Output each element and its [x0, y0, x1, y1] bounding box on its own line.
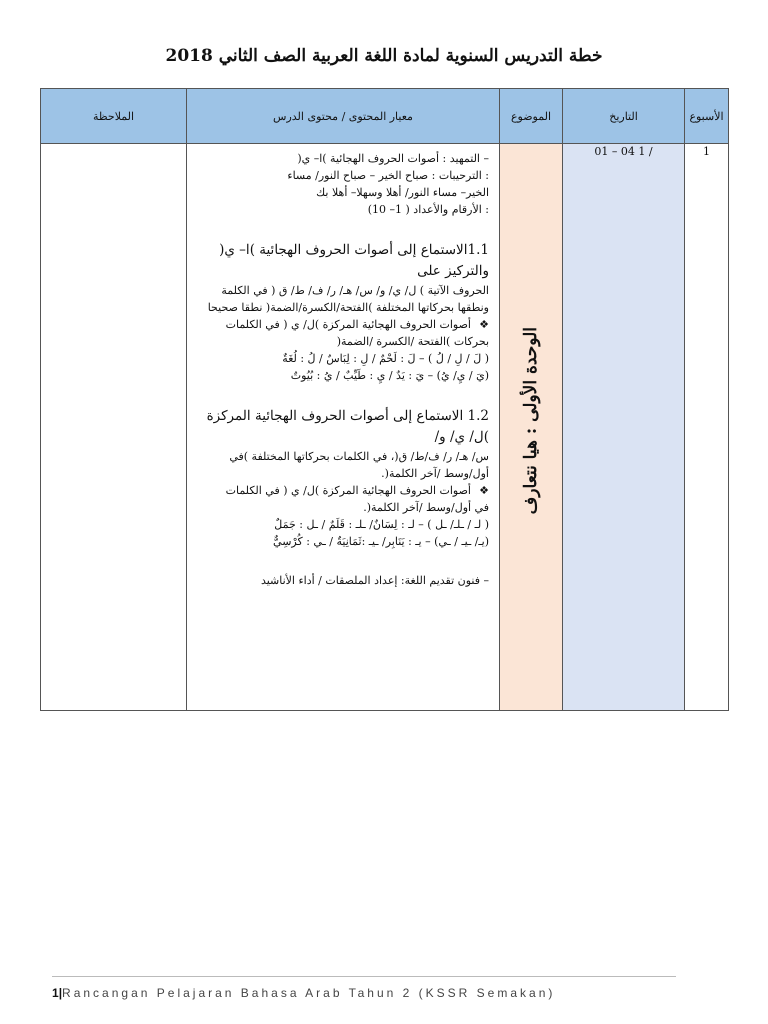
intro-line: – التمهيد : أصوات الحروف الهجائية )ا– ي(: [297, 152, 489, 165]
footer-divider: [52, 976, 676, 977]
topic-text: الوحدة الأولى : هيا نتعارف: [521, 327, 541, 515]
bullet-continuation: بحركات )الفتحة /الكسرة /الضمة(: [336, 335, 489, 349]
example-line: ( لَ / لِ / لُ ) – لَ : لَحْمٌ / لِ : لِبَاسٌ / لُ : لُغَةٌ: [282, 352, 489, 366]
example-line: (يَ / يِ/ يُ) – يَ : يَدٌ / يِ : طَيِّبٌ / يُ : بُيُوتٌ: [290, 369, 489, 383]
bullet-continuation: في أول/وسط /آخر الكلمة(.: [363, 501, 489, 515]
bullet-item: ❖ أصوات الحروف الهجائية المركزة )ل/ ي ( في الكلمات: [195, 482, 489, 499]
intro-line: الخير– مساء النور/ أهلا وسهلا– أهلا بك: [316, 186, 489, 200]
standard-1-1-line: 1.1الاستماع إلى أصوات الحروف الهجائية )ا– ي( والتركيز على: [219, 242, 489, 280]
header-notes: الملاحظة: [41, 89, 187, 144]
header-content: معيار المحتوى / محتوى الدرس: [187, 89, 500, 144]
standard-1-2-line: س/ هـ/ ر/ ف/ط/ ق(، في الكلمات بحركاتها المختلفة )في: [229, 450, 489, 464]
topic-cell: [500, 144, 563, 711]
table-header-row: [41, 89, 729, 144]
table-row: [41, 144, 729, 711]
notes-cell: [41, 144, 187, 711]
page-footer: 1|Rancangan Pelajaran Bahasa Arab Tahun 2 (KSSR Semakan): [52, 986, 556, 1000]
example-line: (يـ/ ـيـ / ـي) – يـ : يَنَابِر/ ـيـ :ثَمَانِيَةٌ / ـي : كُرْسِيٌّ: [273, 535, 489, 549]
intro-line: : الترحيبات : صباح الخير – صباح النور/ مساء: [287, 169, 489, 183]
bullet-item: ❖ أصوات الحروف الهجائية المركزة )ل/ ي ( في الكلمات: [195, 316, 489, 333]
standard-1-2-line: أول/وسط /آخر الكلمة(.: [381, 467, 489, 481]
annual-plan-table: [40, 88, 729, 711]
intro-line: : الأرقام والأعداد ( 1– 10): [367, 203, 489, 217]
example-line: ( لـ / ـلـ/ ـل ) – لـ : لِسَانٌ/ ـلـ : قَلَمٌ / ـل : جَمَلٌ: [274, 518, 489, 532]
date-cell: 01 – 04 1 /: [563, 144, 685, 711]
page-title: خطة التدريس السنوية لمادة اللغة العربية الصف الثاني 2018: [165, 46, 603, 66]
header-week: الأسبوع: [685, 89, 729, 144]
week-cell: 1: [685, 144, 729, 711]
standard-1-1-line: ونطقها بحركاتها المختلفة )الفتحة/الكسرة/الضمة( نطقا صحيحا: [207, 301, 489, 315]
footer-text: Rancangan Pelajaran Bahasa Arab Tahun 2 (KSSR Semakan): [62, 986, 556, 1000]
standard-1-2-line: 1.2 الاستماع إلى أصوات الحروف الهجائية المركزة )ل/ ي/ و/: [206, 408, 489, 446]
header-date: التاريخ: [563, 89, 685, 144]
content-cell: [187, 144, 500, 711]
page-number: 1: [52, 986, 59, 1000]
standard-1-1-line: الحروف الآتية ) ل/ ي/ و/ س/ هـ/ ر/ ف/ ط/ ق ( في الكلمة: [221, 284, 489, 298]
header-topic: الموضوع: [500, 89, 563, 144]
closing-line: – فنون تقديم اللغة: إعداد الملصقات / أداء الأناشيد: [260, 574, 489, 588]
